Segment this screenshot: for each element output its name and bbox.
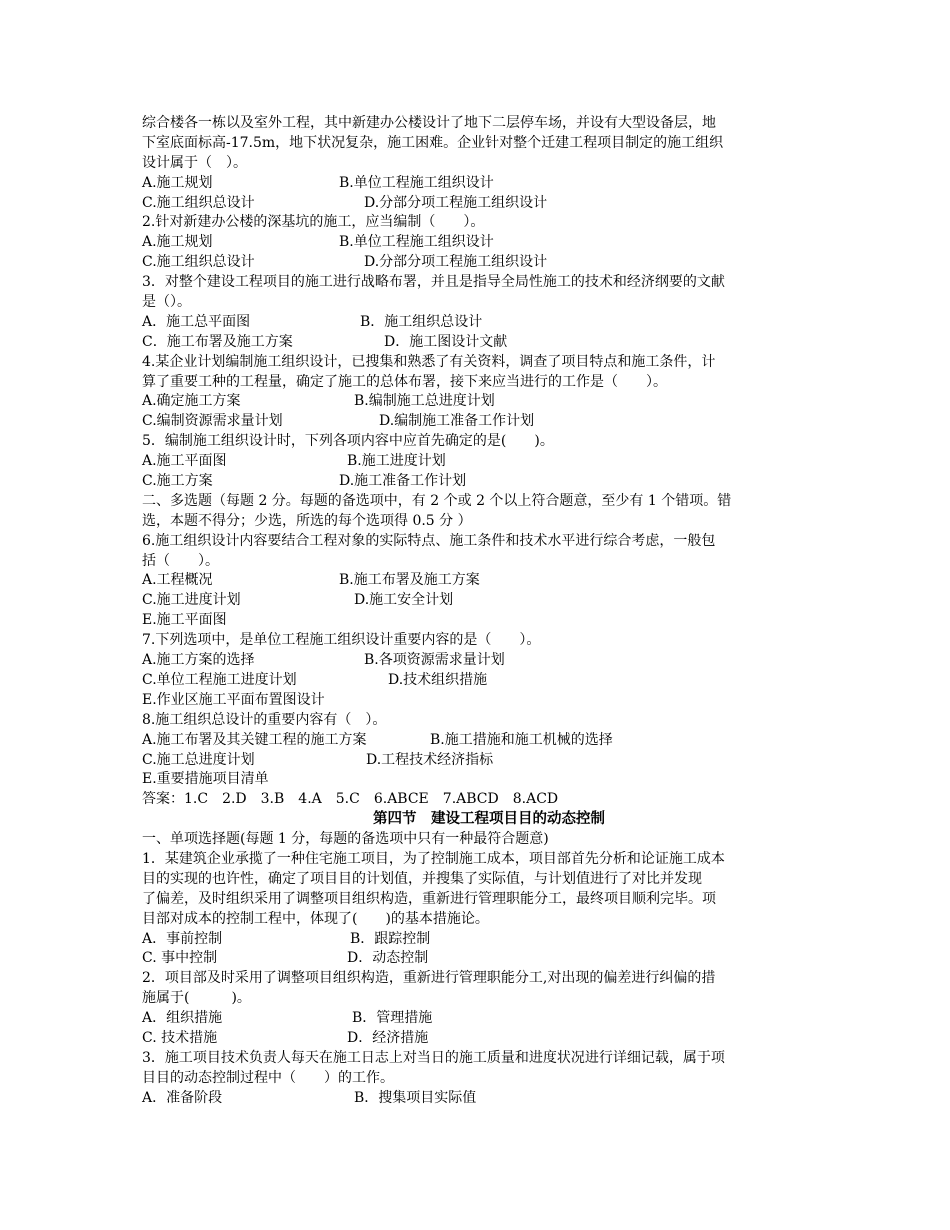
option-c: C. 事中控制	[142, 950, 218, 967]
section-heading: 一、单项选择题(每题 1 分，每题的备选项中只有一种最符合题意)	[142, 831, 549, 848]
option-d: D.工程技术经济指标	[366, 751, 494, 768]
question-8: 8.施工组织总设计的重要内容有（ ）。	[142, 711, 387, 728]
option-d: D.施工安全计划	[354, 592, 454, 609]
option-b: B.单位工程施工组织设计	[339, 234, 494, 251]
option-d: D．动态控制	[347, 950, 429, 967]
option-b: B．跟踪控制	[350, 930, 431, 947]
option-row	[142, 392, 814, 412]
option-d: D．经济措施	[347, 1029, 429, 1046]
option-row	[142, 174, 814, 194]
option-row	[142, 472, 814, 492]
section-title: 第四节 建设工程项目目的动态控制	[373, 811, 605, 828]
option-c: C.施工组织总设计	[142, 254, 255, 271]
option-row	[142, 930, 814, 950]
option-d: D.分部分项工程施工组织设计	[364, 194, 548, 211]
question-4: 4.某企业计划编制施工组织设计，已搜集和熟悉了有关资料，调查了项目特点和施工条件，计	[142, 353, 716, 370]
question-1: 1．某建筑企业承揽了一种住宅施工项目，为了控制施工成本，项目部首先分析和论证施工成本	[142, 850, 725, 867]
option-a: A.确定施工方案	[142, 393, 241, 410]
option-d: D.施工准备工作计划	[339, 473, 467, 490]
text-line: 下室底面标高-17.5m，地下状况复杂，施工困难。企业针对整个迁建工程项目制定的施工组织	[142, 134, 724, 151]
option-d: D.技术组织措施	[388, 671, 488, 688]
option-row	[142, 591, 814, 611]
option-b: B.单位工程施工组织设计	[339, 174, 494, 191]
option-b: B．施工组织总设计	[360, 313, 483, 330]
option-c: C．施工布署及施工方案	[142, 333, 293, 350]
option-a: A.施工布署及其关键工程的施工方案	[142, 731, 367, 748]
option-d: D.分部分项工程施工组织设计	[364, 254, 548, 271]
question-6: 6.施工组织设计内容要结合工程对象的实际特点、施工条件和技术水平进行综合考虑，一般包	[142, 532, 716, 549]
question-7: 7.下列选项中，是单位工程施工组织设计重要内容的是（ ）。	[142, 632, 541, 649]
question-4-cont: 算了重要工种的工程量，确定了施工的总体布署，接下来应当进行的工作是（ ）。	[142, 373, 667, 390]
option-row	[142, 333, 814, 353]
option-row	[142, 651, 814, 671]
option-e: E.重要措施项目清单	[142, 771, 269, 788]
option-a: A.施工平面图	[142, 453, 227, 470]
option-b: B．搜集项目实际值	[354, 1089, 477, 1106]
answer-key: 答案：1.C 2.D 3.B 4.A 5.C 6.ABCE 7.ABCD 8.ACD	[142, 791, 559, 808]
question-3: 3．施工项目技术负责人每天在施工日志上对当日的施工质量和进度状况进行详细记载，属于项	[142, 1049, 725, 1066]
question-2: 2.针对新建办公楼的深基坑的施工，应当编制（ ）。	[142, 214, 485, 231]
text-line: 设计属于（ ）。	[142, 154, 247, 171]
option-b: B.施工措施和施工机械的选择	[430, 731, 613, 748]
option-c: C.施工总进度计划	[142, 751, 255, 768]
option-e: E.施工平面图	[142, 612, 227, 629]
option-c: C.施工方案	[142, 473, 213, 490]
option-b: B.施工进度计划	[347, 453, 446, 470]
document-page	[142, 114, 814, 1109]
option-row	[142, 1029, 814, 1049]
option-row	[142, 452, 814, 472]
option-row	[142, 194, 814, 214]
text-line: 综合楼各一栋以及室外工程，其中新建办公楼设计了地下二层停车场，并设有大型设备层，地	[142, 115, 716, 131]
question-3: 3．对整个建设工程项目的施工进行战略布署，并且是指导全局性施工的技术和经济纲要的文献	[142, 274, 725, 291]
option-row	[142, 1089, 814, 1109]
option-row	[142, 253, 814, 273]
option-row	[142, 751, 814, 771]
option-a: A.施工规划	[142, 174, 213, 191]
option-a: A．准备阶段	[142, 1089, 223, 1106]
question-1-cont: 了偏差，及时组织采用了调整项目组织构造，重新进行管理职能分工，最终项目顺利完毕。项	[142, 890, 716, 907]
option-row	[142, 571, 814, 591]
option-row	[142, 233, 814, 253]
option-b: B．管理措施	[352, 1010, 433, 1027]
section-heading-cont: 选，本题不得分；少选，所选的每个选项得 0.5 分 ）	[142, 512, 472, 529]
option-a: A.施工规划	[142, 234, 213, 251]
option-a: A.施工方案的选择	[142, 652, 255, 669]
option-c: C.编制资源需求量计划	[142, 413, 283, 430]
section-heading: 二、多选题（每题 2 分。每题的备选项中，有 2 个或 2 个以上符合题意，至少有 1 个错项。错	[142, 492, 732, 509]
option-b: B.编制施工总进度计划	[354, 393, 495, 410]
question-3-cont: 目目的动态控制过程中（ ）的工作。	[142, 1069, 394, 1086]
question-2: 2．项目部及时采用了调整项目组织构造，重新进行管理职能分工,对出现的偏差进行纠偏的措	[142, 970, 716, 987]
question-2-cont: 施属于( )。	[142, 990, 251, 1007]
option-row	[142, 313, 814, 333]
option-c: C.施工进度计划	[142, 592, 241, 609]
option-c: C.单位工程施工进度计划	[142, 671, 297, 688]
option-row	[142, 1009, 814, 1029]
option-row	[142, 671, 814, 691]
option-c: C. 技术措施	[142, 1029, 218, 1046]
option-d: D．施工图设计文献	[384, 333, 508, 350]
option-e: E.作业区施工平面布置图设计	[142, 691, 325, 708]
option-c: C.施工组织总设计	[142, 194, 255, 211]
option-b: B.施工布署及施工方案	[339, 572, 480, 589]
option-row	[142, 731, 814, 751]
question-6-cont: 括（ ）。	[142, 552, 219, 569]
option-row	[142, 412, 814, 432]
question-1-cont: 目部对成本的控制工程中，体现了( )的基本措施论。	[142, 910, 489, 927]
question-1-cont: 目的实现的也许性，确定了项目目的计划值，并搜集了实际值，与计划值进行了对比并发现	[142, 870, 702, 887]
option-d: D.编制施工准备工作计划	[379, 413, 535, 430]
question-3-cont: 是（）。	[142, 294, 191, 311]
option-a: A．组织措施	[142, 1010, 223, 1027]
option-a: A．施工总平面图	[142, 313, 251, 330]
question-5: 5．编制施工组织设计时，下列各项内容中应首先确定的是( )。	[142, 433, 554, 450]
option-a: A．事前控制	[142, 930, 223, 947]
option-row	[142, 949, 814, 969]
option-a: A.工程概况	[142, 572, 213, 589]
option-b: B.各项资源需求量计划	[364, 652, 505, 669]
